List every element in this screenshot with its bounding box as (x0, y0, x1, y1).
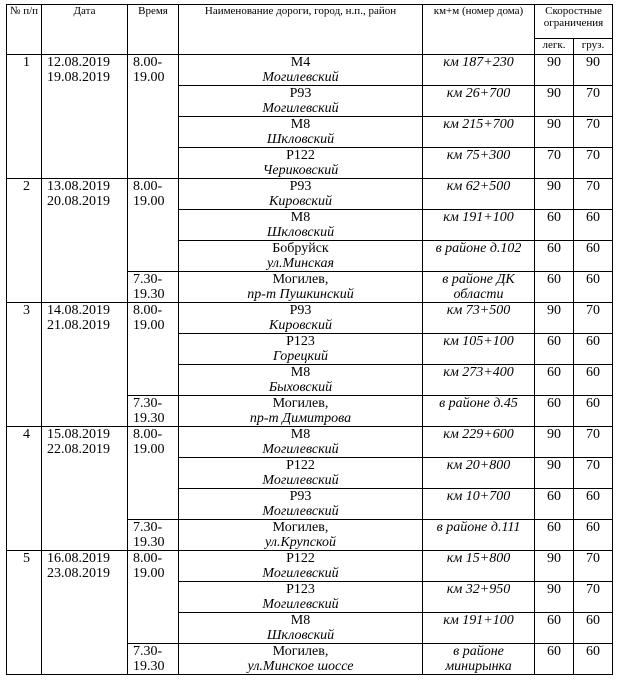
district-name: Чериковский (262, 163, 339, 178)
road-name: Р123 (286, 582, 315, 597)
km-location: км 73+500 (423, 303, 535, 334)
road-name-cell (179, 427, 423, 458)
district-name: Могилевский (262, 566, 339, 581)
speed-light: 70 (535, 148, 574, 179)
km-location: км 215+700 (423, 117, 535, 148)
road-name: Могилев, (272, 520, 329, 535)
road-name-cell (179, 303, 423, 334)
district-name: Кировский (269, 194, 332, 209)
speed-heavy: 60 (574, 210, 613, 241)
table-row (7, 551, 613, 582)
speed-heavy: 60 (574, 241, 613, 272)
road-name-cell (179, 55, 423, 86)
row-dates: 16.08.2019 23.08.2019 (42, 551, 128, 675)
km-location: в районе минирынка (423, 644, 535, 675)
district-name: Могилевский (262, 473, 339, 488)
road-name-cell (179, 334, 423, 365)
header-speed-limits: Скоростные ограничения (535, 5, 613, 39)
road-name-cell (179, 613, 423, 644)
row-number: 2 (7, 179, 42, 303)
speed-heavy: 60 (574, 489, 613, 520)
km-location: км 15+800 (423, 551, 535, 582)
row-number: 3 (7, 303, 42, 427)
speed-light: 90 (535, 582, 574, 613)
speed-heavy: 70 (574, 582, 613, 613)
road-name-cell (179, 210, 423, 241)
row-time: 7.30- 19.30 (128, 272, 179, 303)
row-dates: 13.08.2019 20.08.2019 (42, 179, 128, 303)
road-name: М4 (290, 55, 311, 70)
km-location: в районе д.45 (423, 396, 535, 427)
speed-light: 60 (535, 644, 574, 675)
row-time: 7.30- 19.30 (128, 644, 179, 675)
table-body (7, 55, 613, 675)
km-location: км 273+400 (423, 365, 535, 396)
table-row (7, 55, 613, 86)
road-name: Р93 (289, 303, 312, 318)
district-name: ул.Крупской (265, 535, 336, 550)
km-location: в районе д.111 (423, 520, 535, 551)
road-name: Могилев, (272, 644, 329, 659)
speed-heavy: 70 (574, 86, 613, 117)
table-row (7, 303, 613, 334)
speed-light: 60 (535, 613, 574, 644)
speed-light: 60 (535, 210, 574, 241)
speed-heavy: 70 (574, 427, 613, 458)
km-location: км 10+700 (423, 489, 535, 520)
km-location: в районе ДК области (423, 272, 535, 303)
header-road-name: Наименование дороги, город, н.п., район (179, 5, 423, 55)
district-name: пр-т Димитрова (249, 411, 352, 426)
district-name: Могилевский (262, 597, 339, 612)
district-name: Быховский (268, 380, 333, 395)
speed-light: 60 (535, 365, 574, 396)
speed-light: 60 (535, 489, 574, 520)
speed-light: 90 (535, 551, 574, 582)
road-name-cell (179, 551, 423, 582)
road-name-cell (179, 644, 423, 675)
district-name: Шкловский (266, 132, 335, 147)
header-number: № п/п (7, 5, 42, 55)
speed-heavy: 60 (574, 334, 613, 365)
speed-light: 60 (535, 520, 574, 551)
row-time: 8.00- 19.00 (128, 303, 179, 396)
speed-heavy: 60 (574, 396, 613, 427)
km-location: км 62+500 (423, 179, 535, 210)
speed-heavy: 60 (574, 613, 613, 644)
speed-heavy: 60 (574, 644, 613, 675)
district-name: Могилевский (262, 70, 339, 85)
road-name: Бобруйск (272, 241, 329, 256)
km-location: км 229+600 (423, 427, 535, 458)
road-name-cell (179, 582, 423, 613)
row-time: 8.00- 19.00 (128, 55, 179, 179)
speed-heavy: 70 (574, 303, 613, 334)
row-time: 7.30- 19.30 (128, 396, 179, 427)
row-time: 7.30- 19.30 (128, 520, 179, 551)
km-location: в районе д.102 (423, 241, 535, 272)
district-name: Шкловский (266, 628, 335, 643)
road-name-cell (179, 117, 423, 148)
row-dates: 15.08.2019 22.08.2019 (42, 427, 128, 551)
km-location: км 32+950 (423, 582, 535, 613)
km-location: км 75+300 (423, 148, 535, 179)
speed-heavy: 60 (574, 520, 613, 551)
header-time: Время (128, 5, 179, 55)
road-name-cell (179, 148, 423, 179)
road-name: М8 (290, 613, 311, 628)
district-name: ул.Минская (267, 256, 334, 271)
speed-light: 90 (535, 427, 574, 458)
header-km: км+м (номер дома) (423, 5, 535, 55)
speed-heavy: 70 (574, 117, 613, 148)
speed-heavy: 90 (574, 55, 613, 86)
speed-light: 60 (535, 334, 574, 365)
road-name-cell (179, 458, 423, 489)
speed-light: 90 (535, 179, 574, 210)
district-name: пр-т Пушкинский (247, 287, 354, 302)
row-number: 1 (7, 55, 42, 179)
speed-light: 60 (535, 396, 574, 427)
row-dates: 12.08.2019 19.08.2019 (42, 55, 128, 179)
road-name-cell (179, 241, 423, 272)
speed-check-schedule-table (6, 4, 613, 675)
road-name: М8 (290, 117, 311, 132)
speed-light: 60 (535, 272, 574, 303)
km-location: км 191+100 (423, 210, 535, 241)
road-name: Р122 (286, 551, 315, 566)
row-number: 5 (7, 551, 42, 675)
road-name: Р93 (289, 489, 312, 504)
road-name: Могилев, (272, 396, 329, 411)
km-location: км 191+100 (423, 613, 535, 644)
road-name-cell (179, 179, 423, 210)
row-time: 8.00- 19.00 (128, 427, 179, 520)
speed-heavy: 70 (574, 148, 613, 179)
header-light-vehicles: легк. (535, 39, 574, 55)
road-name: М8 (290, 427, 311, 442)
speed-heavy: 70 (574, 458, 613, 489)
road-name: М8 (290, 365, 311, 380)
road-name-cell (179, 86, 423, 117)
header-date: Дата (42, 5, 128, 55)
district-name: Могилевский (262, 504, 339, 519)
table-row (7, 179, 613, 210)
road-name: Р123 (286, 334, 315, 349)
km-location: км 187+230 (423, 55, 535, 86)
speed-heavy: 60 (574, 365, 613, 396)
speed-heavy: 70 (574, 179, 613, 210)
road-name: Могилев, (272, 272, 329, 287)
km-location: км 26+700 (423, 86, 535, 117)
road-name-cell (179, 489, 423, 520)
row-time: 8.00- 19.00 (128, 179, 179, 272)
speed-light: 90 (535, 303, 574, 334)
row-time: 8.00- 19.00 (128, 551, 179, 644)
header-heavy-vehicles: груз. (574, 39, 613, 55)
speed-heavy: 70 (574, 551, 613, 582)
km-location: км 105+100 (423, 334, 535, 365)
road-name: Р122 (286, 458, 315, 473)
road-name: Р93 (289, 179, 312, 194)
road-name-cell (179, 365, 423, 396)
road-name-cell (179, 396, 423, 427)
district-name: Могилевский (262, 101, 339, 116)
district-name: Горецкий (272, 349, 328, 364)
table-row (7, 427, 613, 458)
speed-light: 90 (535, 117, 574, 148)
speed-light: 60 (535, 241, 574, 272)
row-dates: 14.08.2019 21.08.2019 (42, 303, 128, 427)
speed-light: 90 (535, 458, 574, 489)
road-name: Р93 (289, 86, 312, 101)
row-number: 4 (7, 427, 42, 551)
road-name-cell (179, 520, 423, 551)
road-name-cell (179, 272, 423, 303)
speed-heavy: 60 (574, 272, 613, 303)
speed-light: 90 (535, 55, 574, 86)
district-name: ул.Минское шоссе (247, 659, 354, 674)
district-name: Кировский (269, 318, 332, 333)
speed-light: 90 (535, 86, 574, 117)
km-location: км 20+800 (423, 458, 535, 489)
district-name: Шкловский (266, 225, 335, 240)
road-name: М8 (290, 210, 311, 225)
district-name: Могилевский (262, 442, 339, 457)
road-name: Р122 (286, 148, 315, 163)
